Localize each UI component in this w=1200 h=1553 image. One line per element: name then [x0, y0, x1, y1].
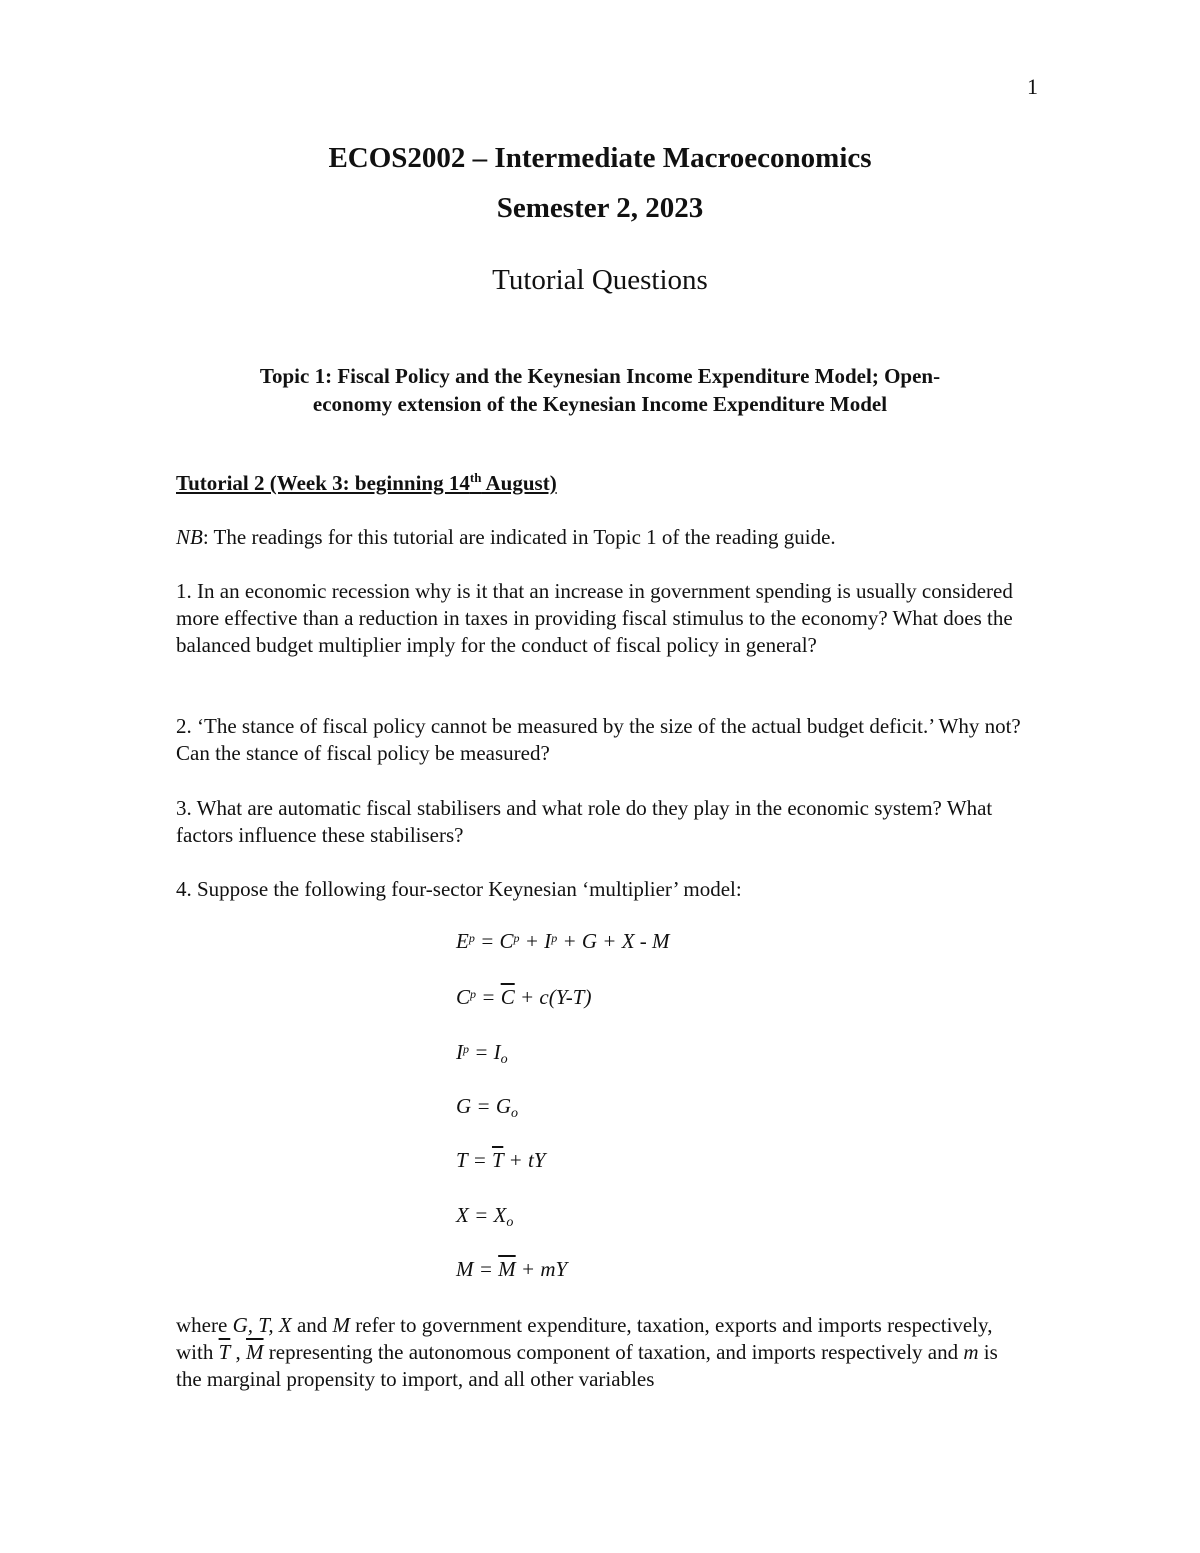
closing-text-1: where	[176, 1313, 233, 1337]
eq1-rhs-sup2: p	[551, 931, 558, 945]
equation-government	[456, 1094, 518, 1122]
question-1: 1. In an economic recession why is it that an increase in government spending is usually considered more effective than a reduction in taxes in providing fiscal stimulus to the economy? What does the balanced budget multiplier imply for the conduct of fiscal policy in general?	[176, 579, 1013, 657]
closing-var-m: m	[963, 1340, 979, 1364]
eq5-equals: =	[467, 1148, 492, 1172]
eq2-equals: =	[476, 985, 501, 1009]
eq7-rest: + mY	[515, 1257, 568, 1281]
closing-text-4: ,	[230, 1340, 247, 1364]
closing-bar-m: $\overline{M}$	[246, 1340, 264, 1364]
equation-exports	[456, 1203, 513, 1231]
eq7-equals: =	[473, 1257, 499, 1281]
document-subtitle: Tutorial Questions	[492, 264, 708, 296]
eq5-rest: + tY	[503, 1148, 546, 1172]
eq3-lhs-sup: p	[463, 1042, 469, 1056]
question-2: 2. ‘The stance of fiscal policy cannot be measured by the size of the actual budget deficit.’ Why not? Can the stance of fiscal policy be measured?	[176, 714, 1021, 765]
eq1-rhs-end: + G + X - M	[557, 929, 670, 953]
question-4: 4. Suppose the following four-sector Keynesian ‘multiplier’ model:	[176, 877, 742, 901]
eq2-autonomous: $\overline{C}$	[500, 985, 515, 1009]
eq4-sub: o	[511, 1106, 519, 1121]
closing-text-6: is the marginal propensity to import, and all other variables	[176, 1340, 998, 1391]
tutorial-heading-main: Tutorial 2 (Week 3: beginning 14	[176, 471, 470, 495]
eq4-lhs: G	[456, 1094, 472, 1118]
equation-consumption	[456, 985, 591, 1010]
topic-line-1: Topic 1: Fiscal Policy and the Keynesian Income Expenditure Model; Open-	[259, 364, 941, 388]
eq3-lhs: I	[456, 1040, 463, 1064]
equation-taxation	[456, 1148, 545, 1173]
question-3: 3. What are automatic fiscal stabilisers and what role do they play in the economic system? What factors influence these stabilisers?	[176, 796, 993, 847]
eq3-rhs: = I	[469, 1040, 501, 1064]
eq7-autonomous: $\overline{M}$	[498, 1257, 516, 1281]
page-number: 1	[1027, 74, 1038, 99]
closing-text-5: representing the autonomous component of taxation, and imports respectively and	[263, 1340, 964, 1364]
eq1-lhs-sup: p	[468, 931, 475, 945]
eq2-lhs-sup: p	[470, 987, 477, 1001]
closing-vars-2: M	[332, 1313, 351, 1337]
nb-note	[176, 524, 1026, 551]
eq6-rhs: = X	[468, 1203, 507, 1227]
tutorial-heading-suffix: th	[469, 470, 482, 485]
eq6-lhs: X	[456, 1203, 469, 1227]
semester-heading: Semester 2, 2023	[496, 192, 704, 224]
eq3-sub: o	[500, 1052, 508, 1067]
variable-definitions	[176, 1312, 1026, 1393]
equation-investment	[456, 1040, 508, 1068]
equation-expenditure	[456, 929, 670, 954]
tutorial-heading-end: August)	[481, 471, 557, 495]
course-title: ECOS2002 – Intermediate Macroeconomics	[328, 142, 872, 174]
eq6-sub: o	[506, 1215, 514, 1230]
tutorial-heading	[176, 470, 557, 496]
eq1-rhs-sup1: p	[513, 931, 520, 945]
closing-vars-1: G, T, X	[232, 1313, 292, 1337]
topic-heading	[176, 362, 1024, 418]
eq5-lhs: T	[456, 1148, 468, 1172]
eq2-rest: + c(Y-T)	[514, 985, 592, 1009]
eq7-lhs: M	[456, 1257, 474, 1281]
nb-text: : The readings for this tutorial are indicated in Topic 1 of the reading guide.	[202, 525, 836, 549]
eq1-rhs: = C	[474, 929, 514, 953]
closing-text-3: refer to government expenditure, taxation, exports and imports respectively, with	[176, 1313, 993, 1364]
eq1-lhs: E	[456, 929, 469, 953]
eq1-rhs-mid: + I	[519, 929, 552, 953]
eq4-rhs: = G	[471, 1094, 512, 1118]
topic-line-2: economy extension of the Keynesian Income Expenditure Model	[312, 392, 888, 416]
eq5-autonomous: $\overline{T}$	[491, 1148, 504, 1172]
closing-text-2: and	[291, 1313, 333, 1337]
nb-label: NB	[176, 525, 203, 549]
eq2-lhs: C	[456, 985, 471, 1009]
equation-imports	[456, 1257, 567, 1282]
closing-bar-t: $\overline{T}$	[218, 1340, 231, 1364]
